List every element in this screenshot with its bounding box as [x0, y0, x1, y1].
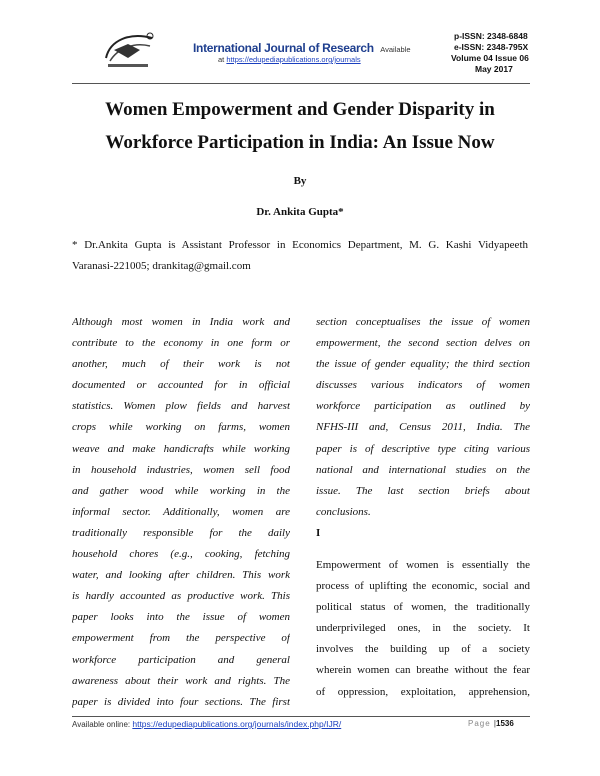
abstract-line: paper looks into the issue of women [72, 611, 290, 624]
body-line: process of uplifting the economic, social and [316, 580, 530, 593]
abstract-line: statistics. Women plow fields and harvest [72, 400, 290, 413]
abstract-line: household chores (e.g., cooking, fetching [72, 548, 290, 561]
abstract-line: is hardly accounted as productive work. This [72, 590, 290, 603]
affiliation-line: * Dr.Ankita Gupta is Assistant Professor in Economics Department, M. G. Kashi Vidyapeeth [72, 239, 528, 251]
footer-available-online [72, 719, 341, 729]
abstract-line: informal sector. Additionally, women are [72, 505, 290, 518]
footer-url-link[interactable]: https://edupediapublications.org/journals/index.php/IJR/ [132, 719, 342, 729]
body-line: underprivileged ones, in the society. It [316, 622, 530, 635]
body-line: wherein women can breathe without the fear [316, 664, 530, 677]
journal-logo-icon [100, 28, 160, 70]
page-label: Page [468, 719, 491, 728]
abstract-line: contribute to the economy in one form or [72, 337, 290, 350]
abstract-line: crops while working on farms, women [72, 421, 290, 434]
abstract-line: awareness about their work and rights. The [72, 674, 290, 687]
paper-title-line: Women Empowerment and Gender Disparity in [105, 99, 495, 120]
abstract-line: section conceptualises the issue of women [316, 316, 530, 328]
available-text: Available [380, 45, 411, 54]
abstract-line: Although most women in India work and [72, 316, 290, 328]
body-line: involves the building up of a society [316, 643, 530, 656]
paper-title-line: Workforce Participation in India: An Issue Now [105, 132, 495, 153]
abstract-line: paper is divided into four sections. The first [72, 695, 290, 708]
abstract-line: the issue of gender equality; the third section [316, 358, 530, 371]
footer-divider [72, 716, 530, 717]
footer-page-number: Page |1536 [468, 719, 514, 728]
abstract-line: water, and looking after children. This work [72, 569, 290, 582]
by-label: By [293, 175, 307, 187]
e-issn: e-ISSN: 2348-795X [454, 42, 529, 52]
journal-url-line [218, 55, 361, 64]
abstract-line: empowerment from the perspective of [72, 632, 290, 645]
volume-issue: Volume 04 Issue 06 [451, 53, 529, 63]
abstract-line: traditionally responsible for the daily [72, 526, 290, 539]
abstract-line: in household industries, women sell food [72, 463, 290, 476]
p-issn: p-ISSN: 2348-6848 [454, 31, 528, 41]
body-line: of oppression, exploitation, apprehension, [316, 685, 530, 698]
affiliation-line: Varanasi-221005; drankitag@gmail.com [72, 260, 251, 272]
author-affiliation [72, 235, 528, 277]
abstract-line: conclusions. [316, 505, 371, 518]
abstract-line: national and international studies on the [316, 463, 530, 476]
journal-url-link[interactable]: https://edupediapublications.org/journals [226, 55, 361, 64]
abstract-right-column [316, 312, 530, 523]
page-number: 1536 [496, 719, 514, 728]
abstract-line: documented or accounted for in official [72, 379, 290, 392]
abstract-line: another, much of their work is not [72, 358, 290, 371]
abstract-line: empowerment, the second section delves on [316, 337, 530, 350]
header-divider [72, 83, 530, 84]
abstract-line: workforce participation as outlined by [316, 400, 530, 413]
abstract-line: discusses various indicators of women [316, 379, 530, 392]
journal-name: International Journal of Research [193, 41, 374, 55]
body-line: political status of women, the traditionally [316, 601, 530, 614]
available-online-label: Available online: [72, 720, 131, 729]
abstract-line: workforce participation and general [72, 653, 290, 666]
author-name: Dr. Ankita Gupta* [256, 206, 344, 218]
abstract-left-column [72, 312, 290, 713]
body-right-column [316, 555, 530, 703]
body-line: Empowerment of women is essentially the [316, 559, 530, 571]
abstract-line: issue. The last section briefs about [316, 484, 530, 497]
issue-date: May 2017 [475, 64, 513, 74]
abstract-line: NFHS-III and, Census 2011, India. The [316, 421, 530, 434]
section-heading: I [316, 527, 321, 539]
abstract-line: weave and make handicrafts while working [72, 442, 290, 455]
paper-title [70, 93, 530, 159]
at-text: at [218, 55, 225, 64]
abstract-line: and gather wood while working in the [72, 484, 290, 497]
issn-block [448, 31, 529, 75]
abstract-line: paper is of descriptive type citing various [316, 442, 530, 455]
